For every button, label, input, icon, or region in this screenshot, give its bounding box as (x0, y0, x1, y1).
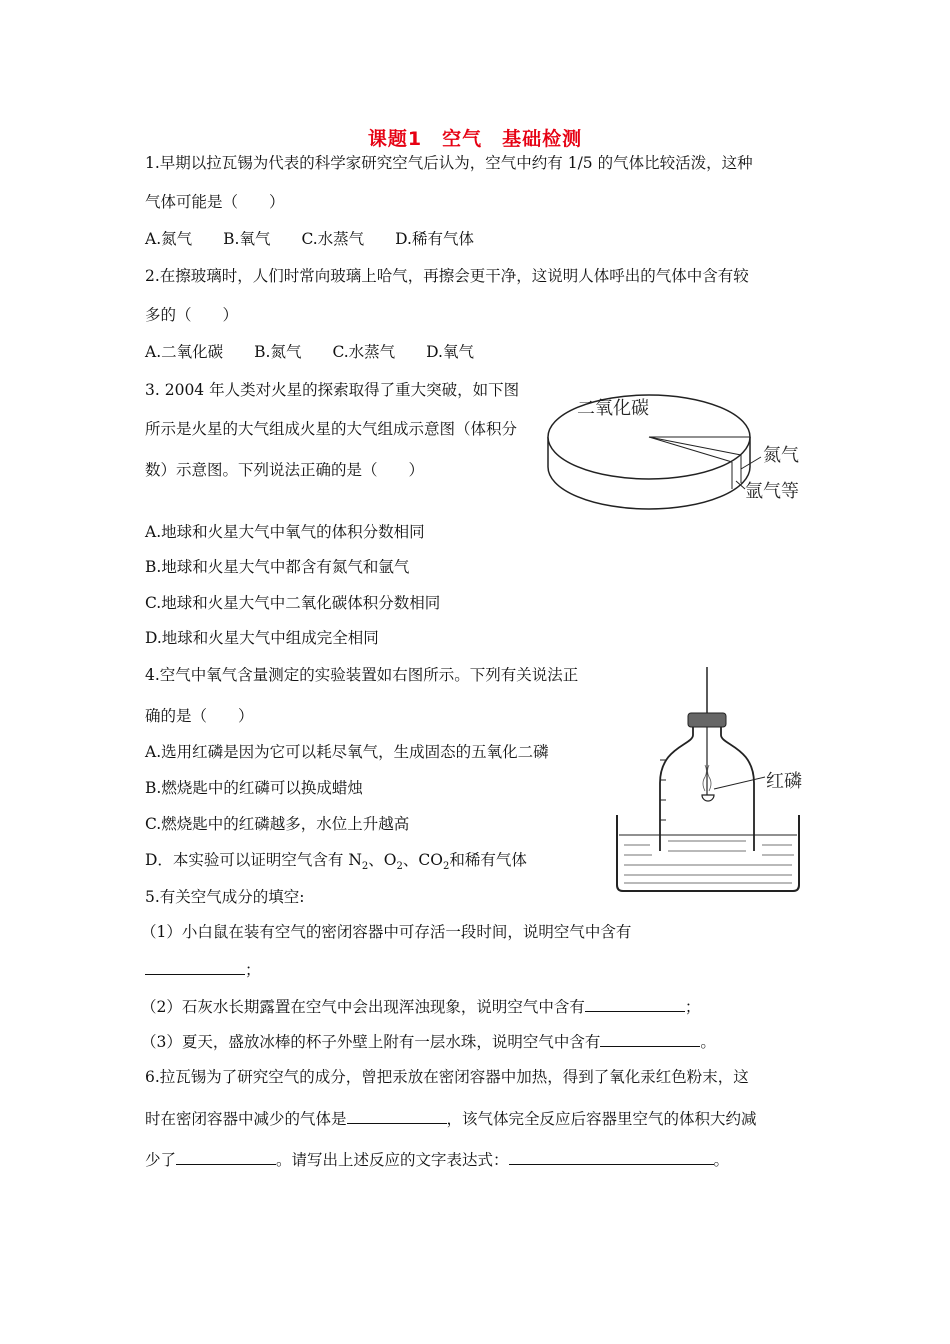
label-n2: 氮气 (763, 445, 799, 466)
q5-sub2-blank[interactable] (585, 995, 685, 1012)
q3-option-a: A.地球和火星大气中氧气的体积分数相同 (145, 523, 425, 541)
q1-options: A.氮气 B.氧气 C.水蒸气 D.稀有气体 (145, 230, 474, 248)
q1-line2: 气体可能是（ ） (145, 193, 285, 211)
q6-gas-blank[interactable] (347, 1107, 447, 1124)
q2-line2: 多的（ ） (145, 306, 239, 324)
oxygen-experiment-apparatus-figure (610, 665, 815, 897)
mars-atmosphere-pie-figure (545, 385, 815, 510)
q6-line3: 少了 。请写出上述反应的文字表达式： 。 (145, 1148, 729, 1170)
q3-option-d: D.地球和火星大气中组成完全相同 (145, 629, 379, 647)
q4-line1: 4.空气中氧气含量测定的实验装置如右图所示。下列有关说法正 (145, 666, 579, 684)
page-title: 课题1 空气 基础检测 (367, 128, 583, 150)
q5-sub3-blank[interactable] (600, 1030, 700, 1047)
q4-option-d: D．本实验可以证明空气含有 $N_2$、$O_2$、$CO_2$和稀有气体 (145, 851, 527, 873)
q4-option-c: C.燃烧匙中的红磷越多，水位上升越高 (145, 815, 410, 833)
q5-sub1-answer-line: ； (145, 958, 261, 980)
q3-line1: 3. 2004 年人类对火星的探索取得了重大突破，如下图 (145, 381, 520, 399)
q2-line1: 2.在擦玻璃时，人们时常向玻璃上哈气，再擦会更干净，这说明人体呼出的气体中含有较 (145, 267, 749, 285)
q1-line1: 1.早期以拉瓦锡为代表的科学家研究空气后认为，空气中约有 1/5 的气体比较活泼，这种 (145, 154, 753, 172)
q5-sub1-text: （1）小白鼠在装有空气的密闭容器中可存活一段时间，说明空气中含有 (141, 923, 632, 941)
q4-option-b: B.燃烧匙中的红磷可以换成蜡烛 (145, 779, 363, 797)
q5-sub3: （3）夏天，盛放冰棒的杯子外壁上附有一层水珠，说明空气中含有 。 (141, 1030, 716, 1052)
label-co2: 二氧化碳 (577, 398, 649, 419)
q5-sub2: （2）石灰水长期露置在空气中会出现浑浊现象，说明空气中含有 ； (141, 995, 700, 1017)
q3-line2: 所示是火星的大气组成火星的大气组成示意图（体积分 (145, 420, 518, 438)
q5-intro: 5.有关空气成分的填空: (145, 888, 305, 906)
q2-options: A.二氧化碳 B.氮气 C.水蒸气 D.氧气 (145, 343, 474, 361)
q6-equation-blank[interactable] (509, 1148, 714, 1165)
q6-line1: 6.拉瓦锡为了研究空气的成分，曾把汞放在密闭容器中加热，得到了氧化汞红色粉末，这 (145, 1068, 749, 1086)
label-ar: 氩气等 (745, 481, 799, 502)
q3-option-b: B.地球和火星大气中都含有氮气和氩气 (145, 558, 410, 576)
q4-line2: 确的是（ ） (145, 707, 254, 725)
q3-option-c: C.地球和火星大气中二氧化碳体积分数相同 (145, 594, 441, 612)
q6-line2: 时在密闭容器中减少的气体是 ，该气体完全反应后容器里空气的体积大约减 (145, 1107, 757, 1129)
label-red-phosphorus: 红磷 (766, 771, 802, 792)
q4-option-a: A.选用红磷是因为它可以耗尽氧气，生成固态的五氧化二磷 (145, 743, 549, 761)
q3-line3: 数）示意图。下列说法正确的是（ ） (145, 461, 425, 479)
q6-volume-blank[interactable] (176, 1148, 276, 1165)
q5-sub1-blank[interactable] (145, 958, 245, 975)
